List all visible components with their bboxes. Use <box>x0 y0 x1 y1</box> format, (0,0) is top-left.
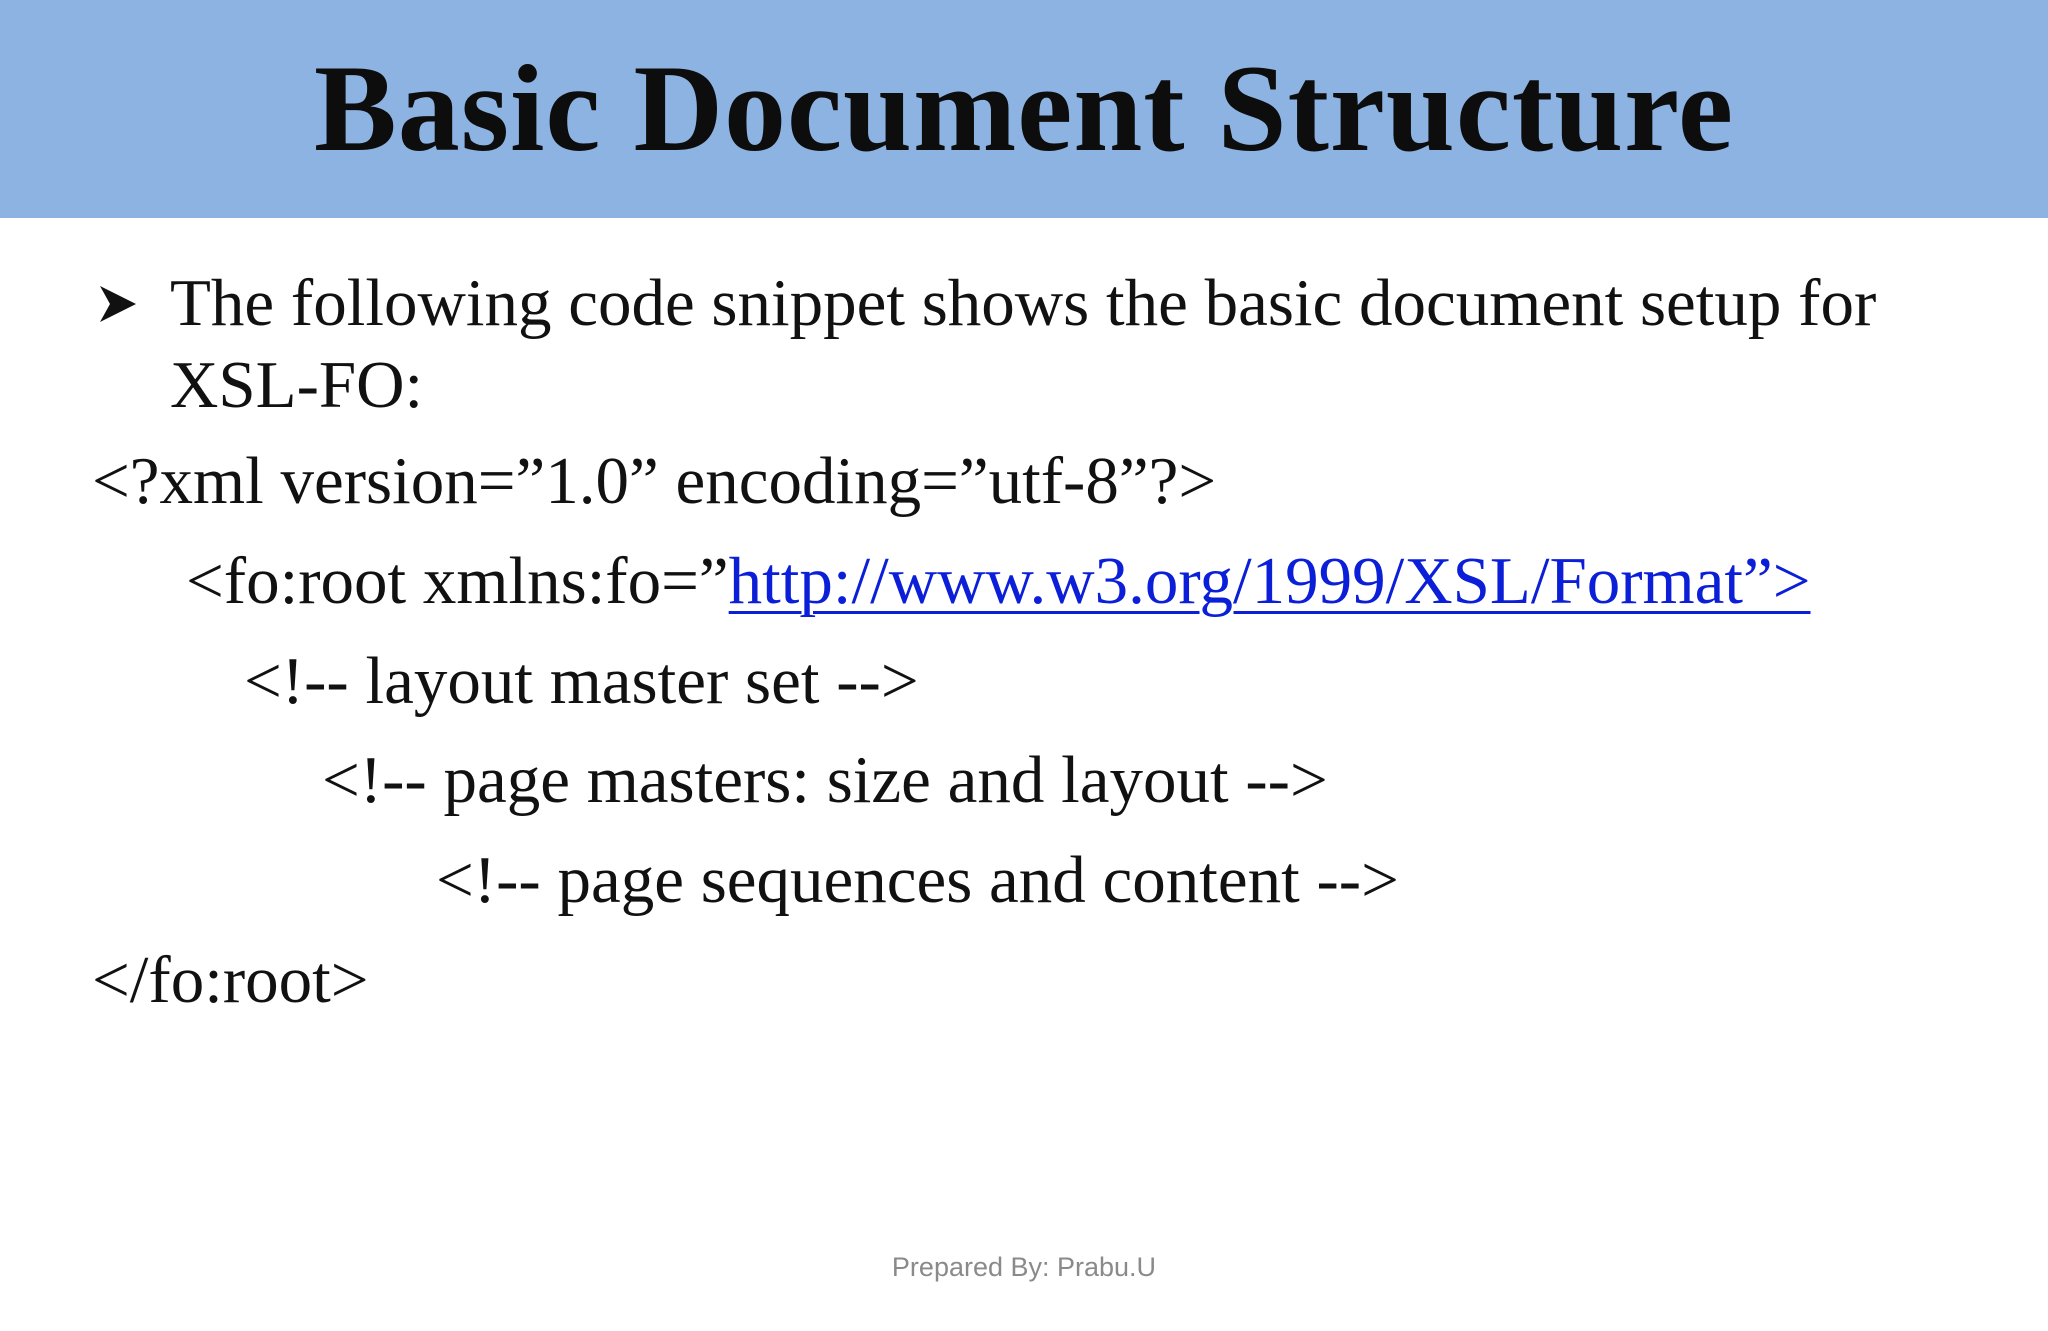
arrowhead-bullet-icon <box>96 282 140 326</box>
code-line-xml-declaration: <?xml version=”1.0” encoding=”utf-8”?> <box>92 444 1217 518</box>
xsl-format-link[interactable]: http://www.w3.org/1999/XSL/Format”> <box>728 544 1811 618</box>
slide-title: Basic Document Structure <box>314 40 1734 177</box>
code-line-fo-root-close: </fo:root> <box>92 943 369 1017</box>
bullet-text: The following code snippet shows the basic document setup for XSL-FO: <box>170 266 1877 422</box>
code-line-fo-root-open <box>186 544 1811 618</box>
fo-root-prefix: <fo:root xmlns:fo=” <box>186 544 729 618</box>
code-line-layout-master-set: <!-- layout master set --> <box>244 644 919 718</box>
code-line-page-sequences: <!-- page sequences and content --> <box>436 843 1399 917</box>
footer-credit: Prepared By: Prabu.U <box>891 1252 1157 1282</box>
code-line-page-masters: <!-- page masters: size and layout --> <box>322 743 1328 817</box>
